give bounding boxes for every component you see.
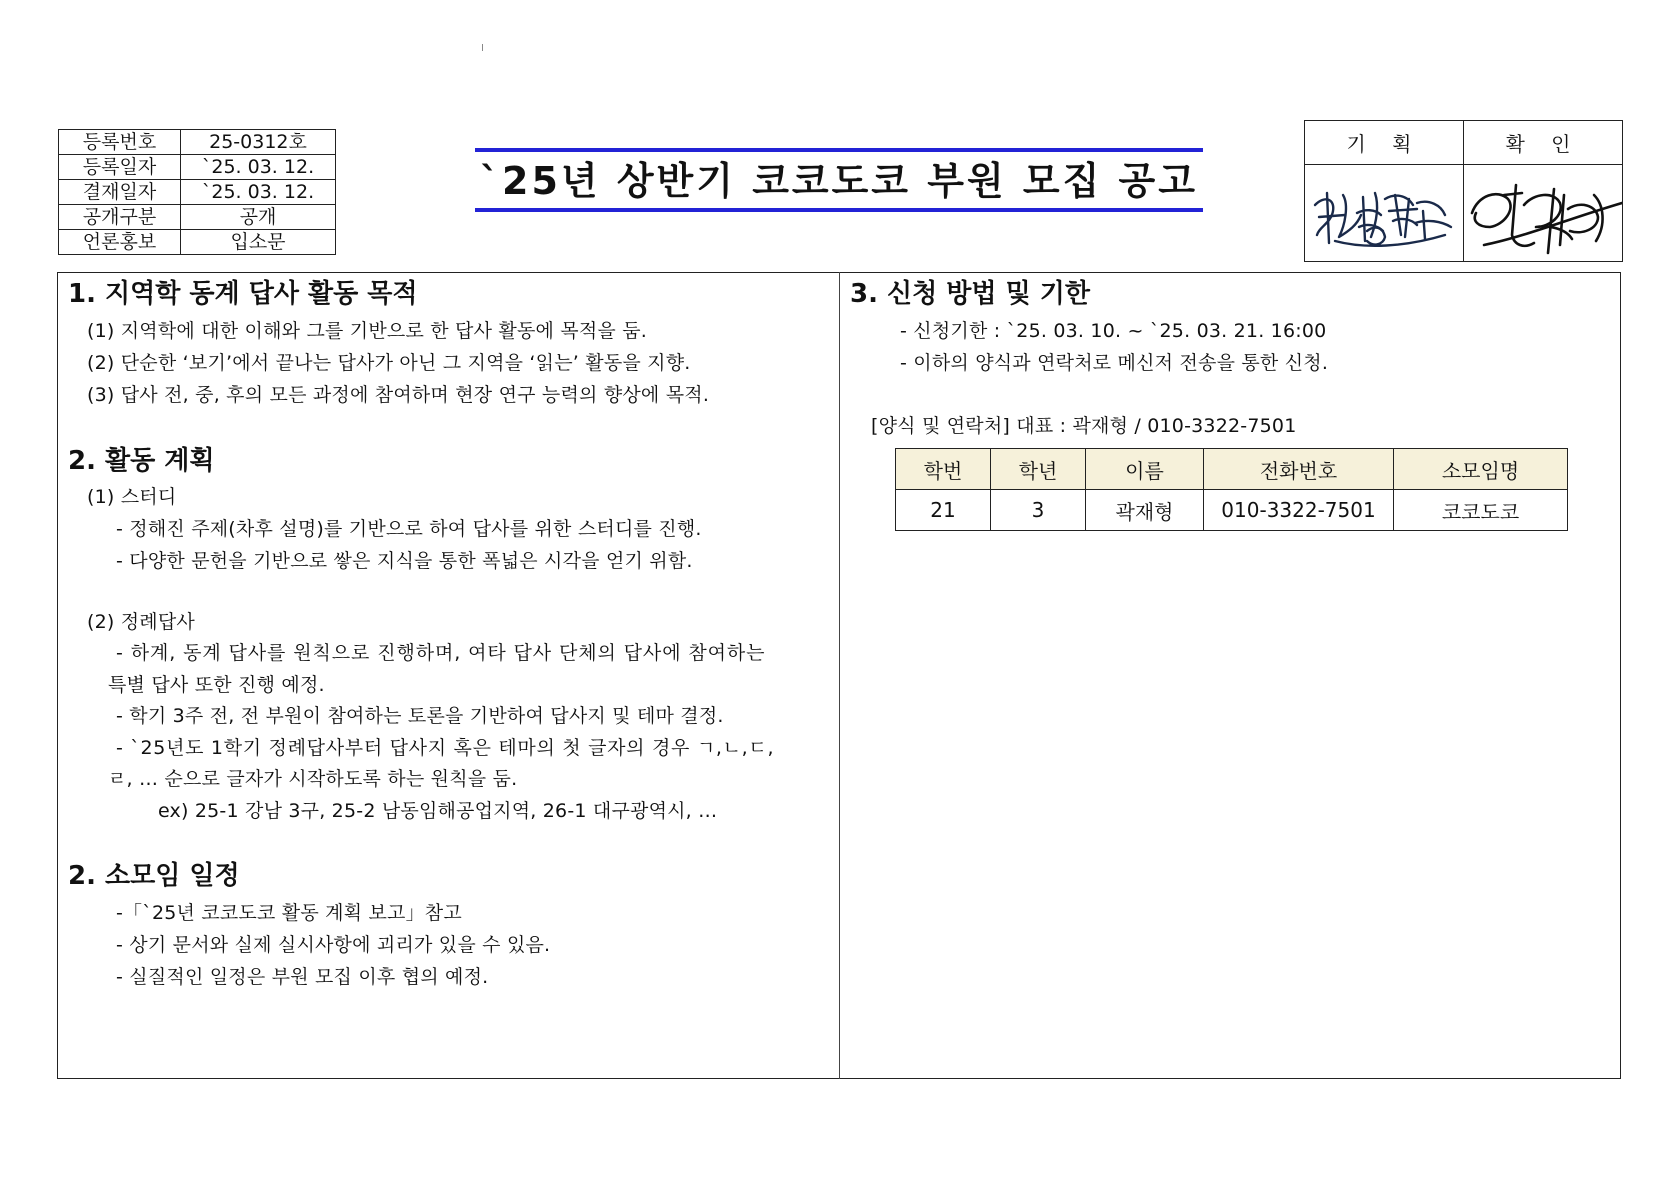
registration-value: `25. 03. 12. xyxy=(181,155,336,180)
registration-value: `25. 03. 12. xyxy=(181,180,336,205)
section-heading-plan: 2. 활동 계획 xyxy=(68,446,215,476)
contact-header-cell: 학년 xyxy=(991,449,1086,490)
document-title: `25년 상반기 코코도코 부원 모집 공고 xyxy=(480,159,1198,203)
registration-label: 공개구분 xyxy=(59,205,181,230)
schedule-line: -「`25년 코코도코 활동 계획 보고」참고 xyxy=(116,902,462,924)
plan-line: ㄹ, … 순으로 글자가 시작하도록 하는 원칙을 둠. xyxy=(108,768,518,790)
registration-table xyxy=(58,129,336,255)
plan-line: - 학기 3주 전, 전 부원이 참여하는 토론을 기반하여 답사지 및 테마 결정. xyxy=(116,705,724,727)
title-bottom-rule xyxy=(475,208,1203,212)
handwritten-signature-2 xyxy=(1464,165,1622,261)
registration-value: 공개 xyxy=(181,205,336,230)
purpose-line: (1) 지역학에 대한 이해와 그를 기반으로 한 답사 활동에 목적을 둠. xyxy=(87,320,647,342)
section-heading-schedule: 2. 소모임 일정 xyxy=(68,861,240,891)
plan-line: - 하계, 동계 답사를 원칙으로 진행하며, 여타 답사 단체의 답사에 참여하는 xyxy=(116,642,766,664)
plan-subheading-regular: (2) 정례답사 xyxy=(87,611,195,633)
contact-header-row xyxy=(896,449,1568,490)
scan-tick-mark xyxy=(482,44,483,51)
registration-value: 25-0312호 xyxy=(181,130,336,155)
section-heading-purpose: 1. 지역학 동계 답사 활동 목적 xyxy=(68,279,418,309)
contact-cell: 21 xyxy=(896,490,991,531)
registration-label: 결재일자 xyxy=(59,180,181,205)
registration-label: 등록일자 xyxy=(59,155,181,180)
registration-row xyxy=(59,180,336,205)
signature-cell-plan xyxy=(1305,165,1464,262)
column-divider xyxy=(839,272,840,1079)
plan-example-line: ex) 25-1 강남 3구, 25-2 남동임해공업지역, 26-1 대구광역시, … xyxy=(158,800,718,822)
purpose-line: (3) 답사 전, 중, 후의 모든 과정에 참여하며 현장 연구 능력의 향상에 목적. xyxy=(87,384,710,406)
plan-line: - 정해진 주제(차후 설명)를 기반으로 하여 답사를 위한 스터디를 진행. xyxy=(116,518,702,540)
approval-header-plan: 기 획 xyxy=(1305,121,1464,165)
contact-header-cell: 이름 xyxy=(1086,449,1204,490)
contact-cell: 3 xyxy=(991,490,1086,531)
approval-header-confirm: 확 인 xyxy=(1464,121,1623,165)
registration-row xyxy=(59,205,336,230)
title-block xyxy=(475,148,1203,214)
contact-data-row xyxy=(896,490,1568,531)
contact-cell: 코코도코 xyxy=(1394,490,1568,531)
contact-header-cell: 소모임명 xyxy=(1394,449,1568,490)
contact-header-cell: 학번 xyxy=(896,449,991,490)
section-heading-application: 3. 신청 방법 및 기한 xyxy=(850,279,1090,309)
application-line: - 신청기한 : `25. 03. 10. ~ `25. 03. 21. 16:00 xyxy=(900,320,1327,342)
approval-table xyxy=(1304,120,1623,262)
contact-header-cell: 전화번호 xyxy=(1204,449,1394,490)
contact-cell: 010-3322-7501 xyxy=(1204,490,1394,531)
plan-line: - 다양한 문헌을 기반으로 쌓은 지식을 통한 폭넓은 시각을 얻기 위함. xyxy=(116,550,693,572)
signature-cell-confirm xyxy=(1464,165,1623,262)
contact-cell: 곽재형 xyxy=(1086,490,1204,531)
plan-subheading-study: (1) 스터디 xyxy=(87,486,177,508)
registration-label: 등록번호 xyxy=(59,130,181,155)
contact-table xyxy=(895,448,1568,531)
registration-row xyxy=(59,155,336,180)
application-line: - 이하의 양식과 연락처로 메신저 전송을 통한 신청. xyxy=(900,352,1329,374)
registration-row xyxy=(59,230,336,255)
plan-line: - `25년도 1학기 정례답사부터 답사지 혹은 테마의 첫 글자의 경우 ㄱ,ㄴ,ㄷ, xyxy=(116,737,775,759)
title-top-rule xyxy=(475,148,1203,152)
schedule-line: - 상기 문서와 실제 실시사항에 괴리가 있을 수 있음. xyxy=(116,934,551,956)
schedule-line: - 실질적인 일정은 부원 모집 이후 협의 예정. xyxy=(116,966,489,988)
registration-label: 언론홍보 xyxy=(59,230,181,255)
registration-row xyxy=(59,130,336,155)
handwritten-signature-1 xyxy=(1305,165,1463,261)
plan-line: 특별 답사 또한 진행 예정. xyxy=(108,674,325,696)
registration-value: 입소문 xyxy=(181,230,336,255)
purpose-line: (2) 단순한 ‘보기’에서 끝나는 답사가 아닌 그 지역을 ‘읽는’ 활동을 지향. xyxy=(87,352,691,374)
contact-line: [양식 및 연락처] 대표 : 곽재형 / 010-3322-7501 xyxy=(871,415,1297,437)
